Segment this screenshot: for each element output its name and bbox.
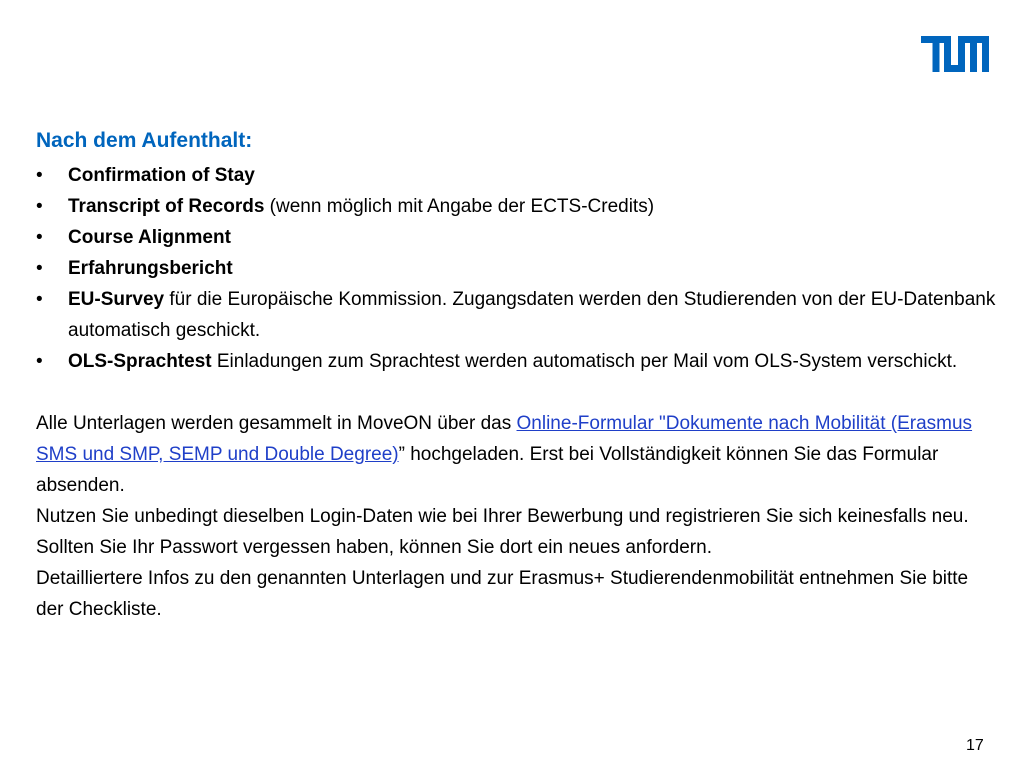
bullet-text: für die Europäische Kommission. Zugangsdaten werden den Studierenden von der EU-Datenbank automatisch geschickt.	[68, 289, 996, 341]
bullet-bold-text: Course Alignment	[68, 227, 231, 248]
paragraph-login: Nutzen Sie unbedingt dieselben Login-Daten wie bei Ihrer Bewerbung und registrieren Sie sich keinesfalls neu. Sollten Sie Ihr Passwort vergessen haben, können Sie dort ein neues anfordern.	[36, 506, 969, 558]
bullet-bold-text: Erfahrungsbericht	[68, 258, 233, 279]
bullet-item	[36, 222, 996, 253]
online-formular-link[interactable]: Online-Formular "Dokumente nach Mobilität (Erasmus SMS und SMP, SEMP und Double Degree)	[36, 413, 973, 465]
bullet-bold-text: OLS-Sprachtest	[68, 351, 212, 372]
bullet-bold-text: Confirmation of Stay	[68, 165, 255, 186]
bullet-item	[36, 160, 996, 191]
bullet-item	[36, 284, 996, 346]
bullet-text: Einladungen zum Sprachtest werden automatisch per Mail vom OLS-System verschickt.	[211, 351, 958, 372]
slide-content	[36, 126, 996, 625]
bullet-glyph: •	[36, 289, 43, 310]
slide-heading: Nach dem Aufenthalt:	[36, 129, 253, 152]
bullet-glyph: •	[36, 196, 43, 217]
bullet-glyph: •	[36, 351, 43, 372]
bullet-bold-text: Transcript of Records	[68, 196, 265, 217]
body-paragraphs	[36, 408, 996, 625]
paragraph-text: Alle Unterlagen werden gesammelt in MoveON über das	[36, 413, 517, 434]
bullet-glyph: •	[36, 165, 43, 186]
bullet-list	[36, 160, 996, 377]
bullet-item	[36, 346, 996, 377]
bullet-text: (wenn möglich mit Angabe der ECTS-Credits)	[264, 196, 655, 217]
paragraph-text: ” hochgeladen. Erst bei Vollständigkeit können Sie das Formular absenden.	[36, 444, 939, 496]
bullet-bold-text: EU-Survey	[68, 289, 165, 310]
bullet-item	[36, 191, 996, 222]
tum-logo	[921, 36, 989, 72]
bullet-glyph: •	[36, 258, 43, 279]
paragraph-checklist: Detailliertere Infos zu den genannten Unterlagen und zur Erasmus+ Studierendenmobilität entnehmen Sie bitte der Checkliste.	[36, 568, 969, 620]
paragraph-upload	[36, 408, 996, 501]
bullet-glyph: •	[36, 227, 43, 248]
bullet-item	[36, 253, 996, 284]
page-number: 17	[966, 737, 984, 754]
